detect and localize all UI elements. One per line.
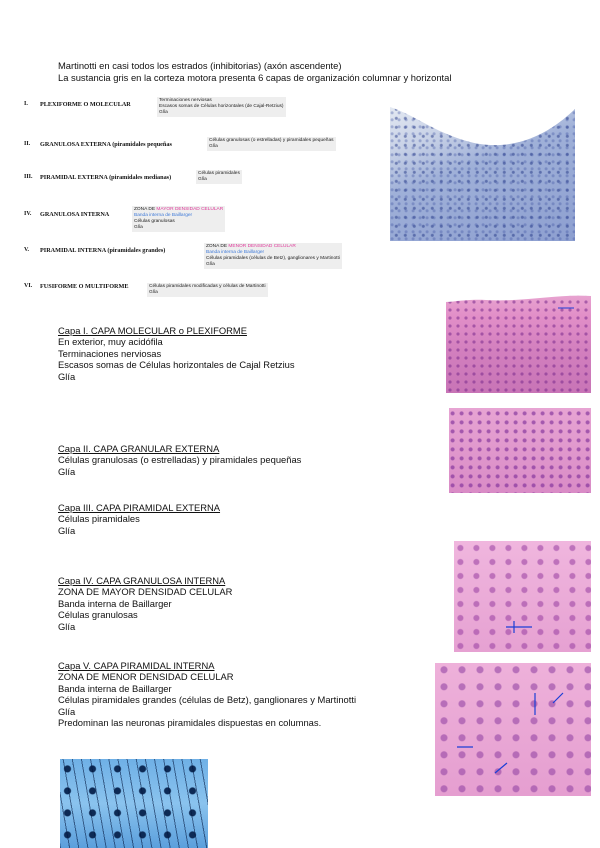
- layer-1-surface-shape: [446, 290, 591, 393]
- layer-note-6: [147, 283, 268, 297]
- layer-name: GRANULOSA INTERNA: [40, 211, 110, 218]
- section-line: Células piramidales grandes (células de Betz), ganglionares y Martinotti: [58, 694, 357, 706]
- layer-5-arrows: [435, 663, 591, 796]
- section-line: Glía: [58, 705, 76, 717]
- note-line: Células piramidales: [198, 171, 240, 176]
- note-line: Banda interna de Baillarger: [206, 250, 265, 255]
- section-line: Banda interna de Baillarger: [58, 597, 172, 609]
- layer-note-4: [132, 206, 225, 232]
- layer-number: V.: [24, 247, 30, 253]
- section-line: Glía: [58, 620, 76, 632]
- section-capa-5: [58, 660, 356, 728]
- note-line: Glía: [198, 177, 207, 182]
- layer-4-arrows: [454, 541, 591, 652]
- pyramidal-neurons-golgi-micrograph: [60, 759, 208, 848]
- layer-note-1: [157, 97, 286, 117]
- section-line: Glía: [58, 370, 76, 382]
- layer-note-3: [196, 170, 242, 184]
- layer-name: GRANULOSA EXTERNA (piramidales pequeñas: [40, 141, 172, 148]
- intro-line-2: La sustancia gris en la corteza motora presenta 6 capas de organización columnar y horizontal: [58, 72, 452, 83]
- layer-note-5: [204, 243, 342, 269]
- section-capa-2: [58, 443, 301, 477]
- note-line: Células granulosas: [134, 219, 175, 224]
- section-line: Banda interna de Baillarger: [58, 682, 172, 694]
- section-line: Células granulosas: [58, 609, 138, 621]
- note-line: Células granulosas (o estrelladas) y piramidales pequeñas: [209, 138, 334, 143]
- section-line: Glía: [58, 524, 76, 536]
- note-line: Terminaciones nerviosas: [159, 98, 212, 103]
- section-title: Capa IV. CAPA GRANULOSA INTERNA: [58, 575, 226, 586]
- section-line: ZONA DE MENOR DENSIDAD CELULAR: [58, 671, 234, 683]
- note-line: Glía: [159, 110, 168, 115]
- note-line: Glía: [209, 144, 218, 149]
- note-line: ZONA DE MAYOR DENSIDAD CELULAR: [134, 207, 224, 212]
- section-title: Capa V. CAPA PIRAMIDAL INTERNA: [58, 660, 215, 671]
- note-line: Escasos somas de Células horizontales (de Cajal-Retzius): [159, 104, 284, 109]
- section-line: Escasos somas de Células horizontales de Cajal Retzius: [58, 359, 295, 371]
- layer-number: IV.: [24, 211, 32, 217]
- layer-name: PLEXIFORME O MOLECULAR: [40, 101, 131, 108]
- cortex-nissl-micrograph: [390, 103, 575, 241]
- note-line: Células piramidales (células de Betz), ganglionares y Martinotti: [206, 256, 340, 261]
- section-line: Células piramidales: [58, 513, 140, 525]
- section-line: Terminaciones nerviosas: [58, 347, 162, 359]
- section-title: Capa III. CAPA PIRAMIDAL EXTERNA: [58, 502, 221, 513]
- note-line: ZONA DE MENOR DENSIDAD CELULAR: [206, 244, 296, 249]
- layer-note-2: [207, 137, 336, 151]
- section-line: En exterior, muy acidófila: [58, 336, 163, 348]
- layer-2-micrograph: [449, 408, 591, 493]
- section-capa-4: [58, 575, 232, 632]
- layer-name: PIRAMIDAL INTERNA (piramidales grandes): [40, 247, 166, 254]
- note-line: Glía: [134, 225, 143, 230]
- layer-number: II.: [24, 141, 31, 147]
- layer-name: FUSIFORME O MULTIFORME: [40, 283, 129, 290]
- note-line: Glía: [149, 290, 158, 295]
- section-title: Capa I. CAPA MOLECULAR o PLEXIFORME: [58, 325, 247, 336]
- layer-number: I.: [24, 101, 28, 107]
- cortex-surface-shape: [390, 103, 575, 241]
- section-capa-1: [58, 325, 295, 382]
- section-capa-3: [58, 502, 220, 536]
- section-line: Células granulosas (o estrelladas) y piramidales pequeñas: [58, 454, 302, 466]
- layer-5-micrograph: [435, 663, 591, 796]
- section-line: ZONA DE MAYOR DENSIDAD CELULAR: [58, 586, 233, 598]
- layer-1-micrograph: [446, 290, 591, 393]
- section-line: Predominan las neuronas piramidales dispuestas en columnas.: [58, 717, 322, 729]
- layer-name: PIRAMIDAL EXTERNA (piramidales medianas): [40, 174, 172, 181]
- section-title: Capa II. CAPA GRANULAR EXTERNA: [58, 443, 220, 454]
- note-line: Células piramidales modificadas y células de Martinotti: [149, 284, 266, 289]
- layer-4-micrograph: [454, 541, 591, 652]
- section-line: Glía: [58, 465, 76, 477]
- intro-line-1: Martinotti en casi todos los estrados (inhibitorias) (axón ascendente): [58, 60, 342, 71]
- note-line: Banda interna de Baillarger: [134, 213, 193, 218]
- layer-number: VI.: [24, 283, 33, 289]
- layer-number: III.: [24, 174, 33, 180]
- note-line: Glía: [206, 262, 215, 267]
